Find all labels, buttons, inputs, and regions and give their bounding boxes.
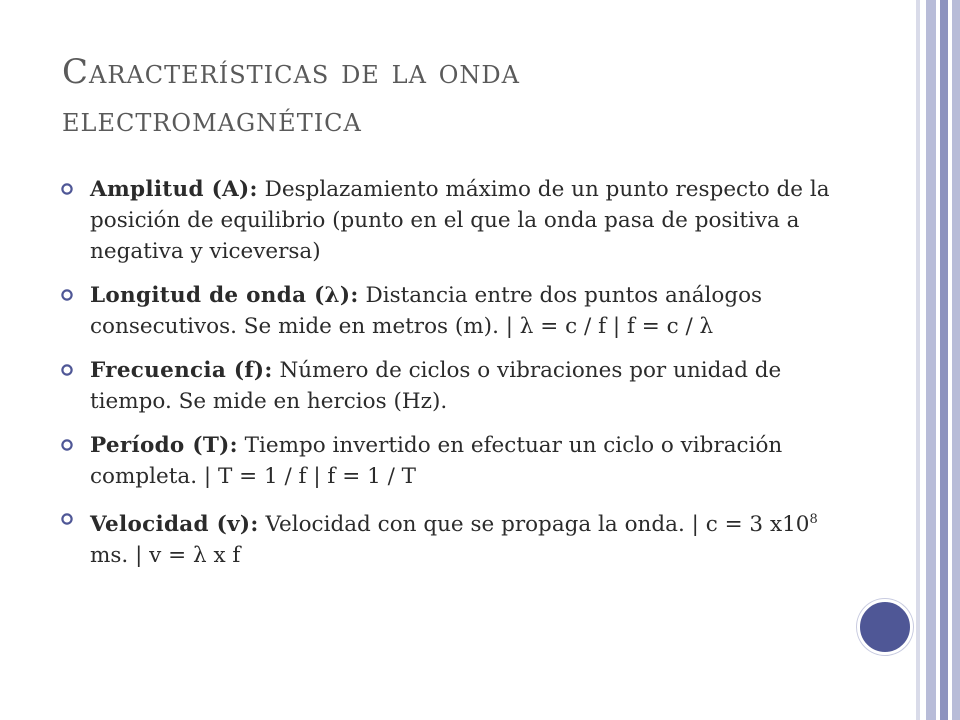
bullet-velocidad: [60, 504, 830, 571]
bullet-text: Número de ciclos o vibraciones por unidad de tiempo. Se mide en hercios (Hz).: [90, 358, 782, 414]
title-line-2: electromagnética: [62, 100, 362, 140]
slide-title: [62, 48, 882, 144]
circle-ring-icon: [60, 438, 74, 452]
bullet-term: Longitud de onda (λ):: [90, 283, 359, 308]
bullet-list: [60, 174, 830, 584]
decorative-circle: [857, 599, 913, 655]
bullet-text: Tiempo invertido en efectuar un ciclo o vibración completa. | T = 1 / f | f = 1 / T: [90, 433, 783, 489]
bullet-frecuencia: [60, 355, 830, 417]
circle-ring-icon: [60, 512, 74, 526]
bullet-term: Período (T):: [90, 433, 238, 458]
bullet-periodo: [60, 430, 830, 492]
bullet-longitud: [60, 280, 830, 342]
right-stripe-decoration: [916, 0, 960, 720]
bullet-amplitud: [60, 174, 830, 267]
circle-ring-icon: [60, 363, 74, 377]
bullet-term: Amplitud (A):: [90, 177, 258, 202]
title-line-1: Características de la onda: [62, 52, 520, 92]
bullet-text: Velocidad con que se propaga la onda. | c = 3 x10: [258, 512, 810, 538]
superscript-exponent: 8: [809, 512, 818, 527]
bullet-term: Frecuencia (f):: [90, 358, 273, 383]
bullet-text-end: ms. | v = λ x f: [90, 543, 241, 569]
bullet-text: Distancia entre dos puntos análogos consecutivos. Se mide en metros (m). | λ = c / f | f = c / λ: [90, 283, 763, 339]
bullet-text: Desplazamiento máximo de un punto respecto de la posición de equilibrio (punto en el que la onda pasa de positiva a negativa y viceversa): [90, 177, 830, 264]
bullet-term: Velocidad (v):: [90, 512, 259, 538]
circle-ring-icon: [60, 288, 74, 302]
circle-ring-icon: [60, 182, 74, 196]
